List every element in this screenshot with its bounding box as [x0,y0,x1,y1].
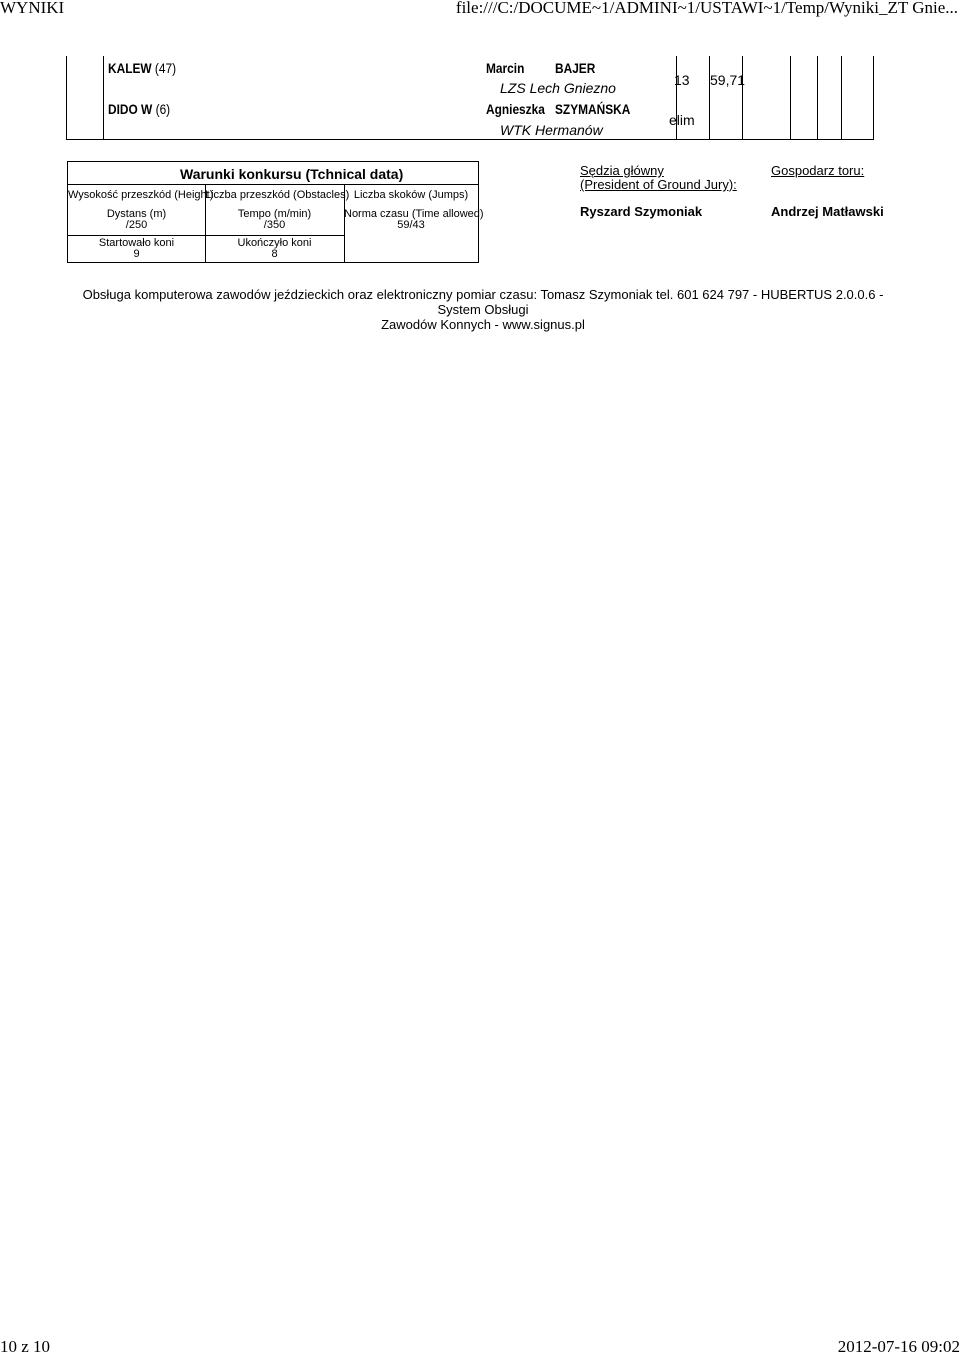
height-label: Wysokość przeszkód (Height) [68,189,214,201]
time-allowed-label: Norma czasu (Time allowed) [344,208,484,220]
rider-2-last: SZYMAŃSKA [555,101,631,117]
club-2: WTK Hermanów [500,122,603,138]
horse-2: DIDO W (6) [108,101,171,117]
president-label-2: (President of Ground Jury): [580,177,737,192]
results-table [66,56,874,140]
finished-value: 8 [271,248,278,260]
started-label: Startowało koni [98,237,175,249]
note-line-1: Obsługa komputerowa zawodów jeździeckich oraz elektroniczny pomiar czasu: Tomasz Szymoniak tel. 601 624 797 - HUBERTUS 2.0.0.6 - System Obsługi [82,287,884,317]
president-label-1: Sędzia główny [580,163,664,178]
distance-value: /250 [125,219,148,231]
time-1: 59,71 [710,72,746,88]
rider-1-last: BAJER [555,60,596,76]
obstacles-label: Liczba przeszkód (Obstacles) [205,189,350,201]
timing-service-note [68,287,898,332]
club-1: LZS Lech Gniezno [500,80,616,96]
browser-header-path: file:///C:/DOCUME~1/ADMINI~1/USTAWI~1/Temp/Wyniki_ZT Gnie... [455,0,958,17]
jumps-label: Liczba skoków (Jumps) [353,189,469,201]
tempo-value: /350 [263,219,286,231]
page-number: 10 z 10 [0,1337,51,1356]
rider-2-first: Agnieszka [486,101,545,117]
time-allowed-value: 59/43 [397,219,425,231]
browser-header-title: WYNIKI [0,0,65,17]
course-designer-name: Andrzej Matławski [771,204,884,219]
print-datetime: 2012-07-16 09:02 [837,1337,960,1356]
finished-label: Ukończyło koni [237,237,312,249]
course-designer-label: Gospodarz toru: [771,163,865,178]
president-name: Ryszard Szymoniak [580,204,703,219]
place-1: 13 [674,72,690,88]
technical-title: Warunki konkursu (Tchnical data) [180,166,404,182]
note-line-2: Zawodów Konnych - www.signus.pl [381,317,585,332]
horse-1: KALEW (47) [108,60,177,76]
started-value: 9 [133,248,140,260]
distance-label: Dystans (m) [106,208,167,220]
tempo-label: Tempo (m/min) [237,208,312,220]
rider-1-first: Marcin [486,60,525,76]
status-2: elim [669,112,695,128]
technical-data-box [67,161,484,263]
